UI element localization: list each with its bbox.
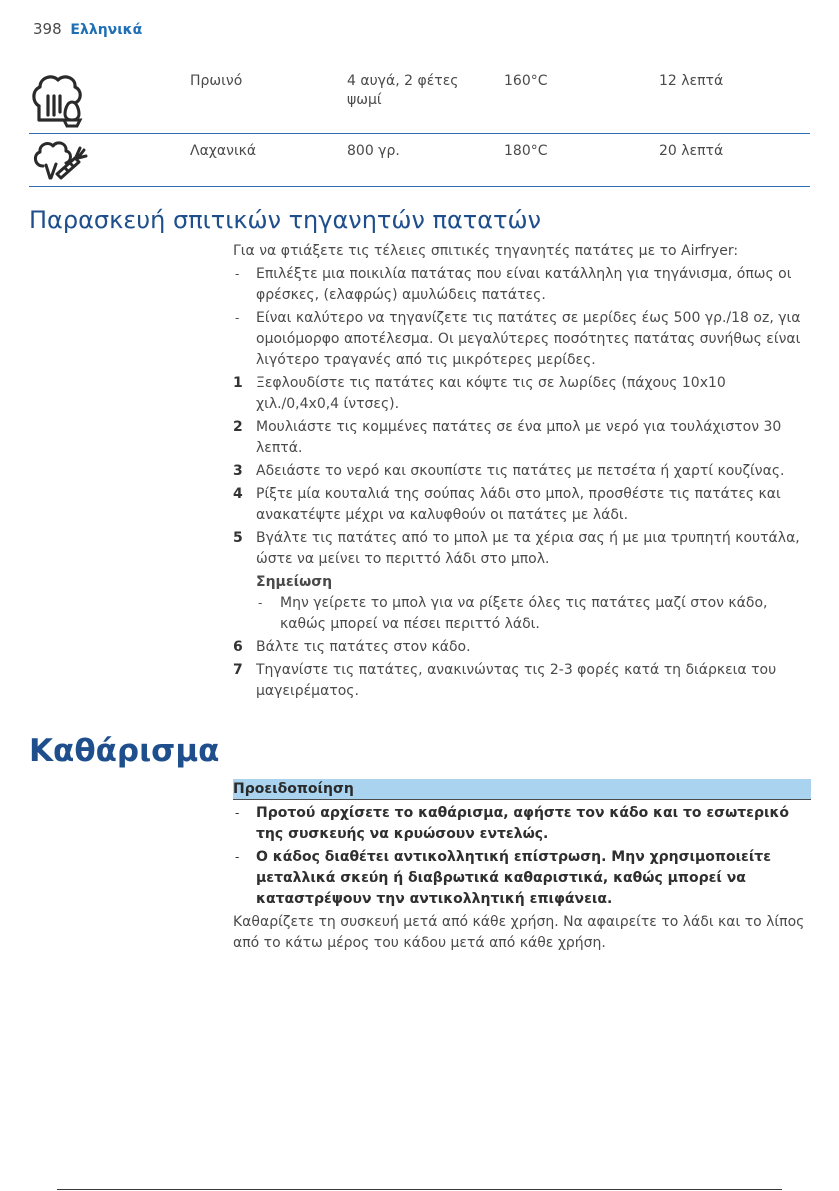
step-item: [233, 660, 813, 702]
page-number: 398: [33, 20, 62, 38]
step-text: Βάλτε τις πατάτες στον κάδο.: [256, 639, 471, 655]
fries-section-body: [233, 241, 813, 704]
cooking-table: [29, 64, 810, 187]
step-text: Ρίξτε μία κουταλιά της σούπας λάδι στο μπολ, προσθέστε τις πατάτες και ανακατέψτε μέχρι να καλυφθούν οι πατάτες με λάδι.: [256, 486, 781, 523]
warning-bar: Προειδοποίηση: [233, 779, 811, 800]
step-item: [233, 373, 813, 415]
step-number: 3: [233, 463, 243, 479]
step-item: [233, 528, 813, 570]
warning-item: [233, 803, 811, 845]
chef-hat-egg-icon: [29, 68, 89, 128]
bullet-dash: -: [235, 311, 240, 325]
bullet-dash: -: [258, 596, 263, 610]
step-number: 6: [233, 639, 243, 655]
row-quantity: 4 αυγά, 2 φέτες ψωμί: [347, 73, 459, 108]
step-number: 7: [233, 662, 243, 678]
bullet-text: Είναι καλύτερο να τηγανίζετε τις πατάτες σε μερίδες έως 500 γρ./18 oz, για ομοιόμορφο αποτέλεσμα. Οι μεγαλύτερες ποσότητες πατάτας συνήθως είναι λιγότερο τραγανές από τις μικρότερες μερίδες.: [256, 310, 801, 368]
bullet-dash: -: [235, 806, 240, 820]
row-name: Πρωινό: [190, 73, 243, 89]
step-item: [233, 417, 813, 459]
table-row: [29, 134, 810, 187]
fries-intro: Για να φτιάξετε τις τέλειες σπιτικές τηγανητές πατάτες με το Airfryer:: [233, 243, 739, 259]
language-label: Ελληνικά: [70, 22, 143, 38]
cleaning-section-title: Καθάρισμα: [29, 733, 220, 769]
warning-text: Προτού αρχίσετε το καθάρισμα, αφήστε τον κάδο και το εσωτερικό της συσκευής να κρυώσουν εντελώς.: [256, 805, 790, 842]
row-name: Λαχανικά: [190, 143, 257, 159]
step-text: Τηγανίστε τις πατάτες, ανακινώντας τις 2-3 φορές κατά τη διάρκεια του μαγειρέματος.: [256, 662, 777, 699]
step-text: Μουλιάστε τις κομμένες πατάτες σε ένα μπολ με νερό για τουλάχιστον 30 λεπτά.: [256, 419, 782, 456]
vegetables-icon: [29, 136, 89, 196]
fries-section-title: Παρασκευή σπιτικών τηγανητών πατατών: [29, 206, 541, 234]
note-title: Σημείωση: [256, 574, 333, 590]
warning-item: [233, 847, 811, 910]
step-number: 4: [233, 486, 243, 502]
step-number: 1: [233, 375, 243, 391]
step-text: Βγάλτε τις πατάτες από το μπολ με τα χέρια σας ή με μια τρυπητή κουτάλα, ώστε να μείνει το περιττό λάδι στο μπολ.: [256, 530, 800, 567]
row-temperature: 160°C: [504, 73, 548, 89]
bullet-dash: -: [235, 850, 240, 864]
row-quantity: 800 γρ.: [347, 143, 400, 159]
step-item: [233, 461, 813, 482]
bullet-dash: -: [235, 267, 240, 281]
list-item: [233, 264, 813, 306]
footer-divider: [57, 1189, 782, 1190]
list-item: [233, 308, 813, 371]
row-time: 20 λεπτά: [659, 143, 724, 159]
step-item: [233, 484, 813, 526]
step-number: 2: [233, 419, 243, 435]
cleaning-section-body: [233, 779, 811, 954]
note-text: Μην γείρετε το μπολ για να ρίξετε όλες τις πατάτες μαζί στον κάδο, καθώς μπορεί να πέσει περιττό λάδι.: [280, 595, 768, 632]
page-header: [33, 20, 142, 38]
cleaning-paragraph: Καθαρίζετε τη συσκευή μετά από κάθε χρήση. Να αφαιρείτε το λάδι και το λίπος από το κάτω μέρος του κάδου μετά από κάθε χρήση.: [233, 914, 805, 951]
step-text: Αδειάστε το νερό και σκουπίστε τις πατάτες με πετσέτα ή χαρτί κουζίνας.: [256, 463, 785, 479]
row-time: 12 λεπτά: [659, 73, 724, 89]
step-text: Ξεφλουδίστε τις πατάτες και κόψτε τις σε λωρίδες (πάχους 10x10 χιλ./0,4x0,4 ίντσες).: [256, 375, 726, 412]
note-item: [233, 593, 813, 635]
row-temperature: 180°C: [504, 143, 548, 159]
warning-text: Ο κάδος διαθέτει αντικολλητική επίστρωση. Μην χρησιμοποιείτε μεταλλικά σκεύη ή διαβρωτικά καθαριστικά, καθώς μπορεί να καταστρέψουν την αντικολλητική επιφάνεια.: [256, 849, 772, 907]
step-item: [233, 637, 813, 658]
step-number: 5: [233, 530, 243, 546]
table-row: [29, 64, 810, 134]
bullet-text: Επιλέξτε μια ποικιλία πατάτας που είναι κατάλληλη για τηγάνισμα, όπως οι φρέσκες, (ελαφρώς) αμυλώδεις πατάτες.: [256, 266, 792, 303]
